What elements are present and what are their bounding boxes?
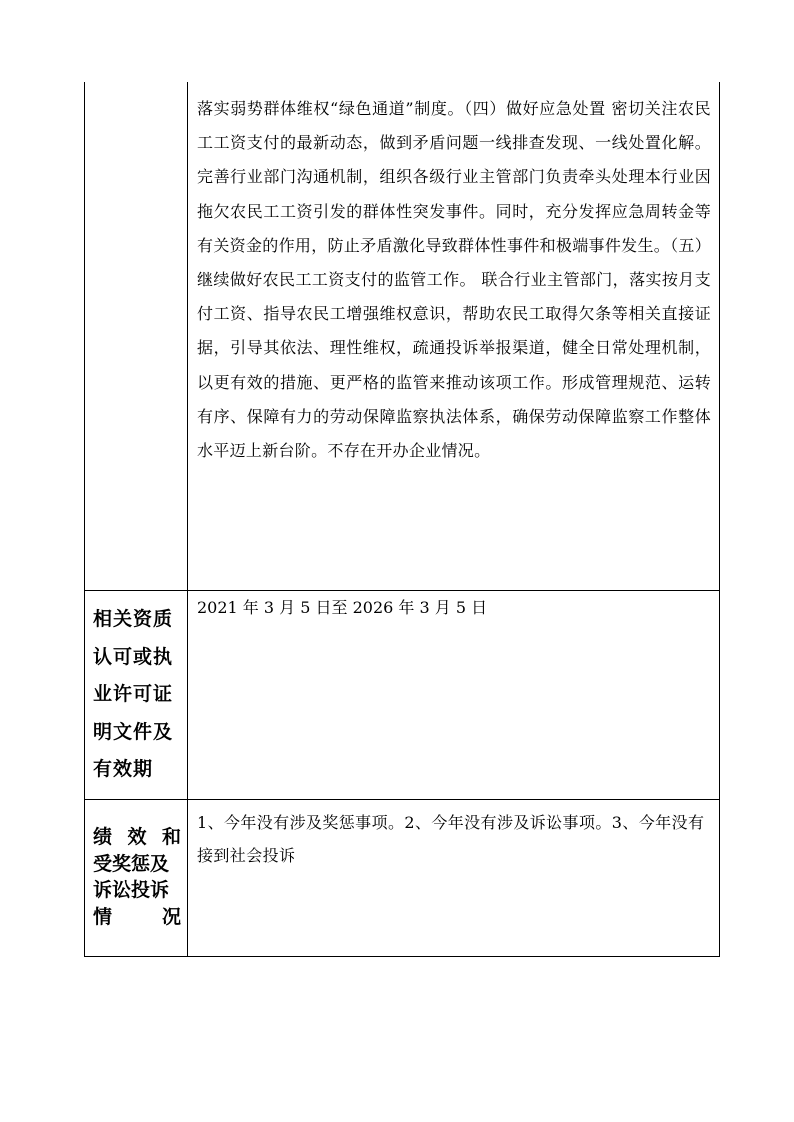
label-char: 效: [127, 826, 147, 848]
table-row-qualification: [85, 590, 719, 799]
row1-label-cell: [85, 82, 188, 590]
info-table: [84, 82, 720, 957]
performance-label-line: 诉讼投诉: [93, 879, 170, 901]
qualification-label-line: 业许可证: [93, 683, 174, 705]
qualification-label-line: 明文件及: [93, 720, 174, 743]
performance-label: [85, 800, 188, 956]
qualification-label: [85, 591, 188, 799]
performance-label-line: [93, 824, 181, 851]
label-char: 情: [93, 905, 113, 928]
table-row-work-details: [85, 82, 719, 590]
qualification-validity-text: 2021 年 3 月 5 日至 2026 年 3 月 5 日: [197, 598, 488, 617]
qualification-label-line: 有效期: [93, 758, 154, 780]
label-char: 况: [161, 905, 181, 928]
label-char: 绩: [93, 826, 113, 848]
work-details-text: 落实弱势群体维权“绿色通道”制度。（四）做好应急处置 密切关注农民工工资支付的最新动态，做到矛盾问题一线排查发现、一线处置化解。完善行业部门沟通机制，组织各级行业主管部门负责牵头处理本行业因拖欠农民工工资引发的群体性突发事件。同时，充分发挥应急周转金等有关资金的作用，防止矛盾激化导致群体性事件和极端事件发生。（五）继续做好农民工工资支付的监管工作。 联合行业主管部门，落实按月支付工资、指导农民工增强维权意识，帮助农民工取得欠条等相关直接证据，引导其依法、理性维权，疏通投诉举报渠道，健全日常处理机制，以更有效的措施、更严格的监管来推动该项工作。形成管理规范、运转有序、保障有力的劳动保障监察执法体系，确保劳动保障监察工作整体水平迈上新台阶。不存在开办企业情况。: [197, 99, 711, 461]
label-char: 和: [161, 826, 181, 848]
performance-label-line: [93, 904, 181, 931]
table-row-performance: [85, 799, 719, 956]
performance-text: 1、今年没有涉及奖惩事项。2、今年没有涉及诉讼事项。3、今年没有接到社会投诉: [197, 813, 705, 865]
qualification-label-line: 认可或执: [93, 645, 174, 668]
qualification-label-line: 相关资质: [93, 608, 174, 630]
performance-label-line: 受奖惩及: [93, 852, 170, 875]
